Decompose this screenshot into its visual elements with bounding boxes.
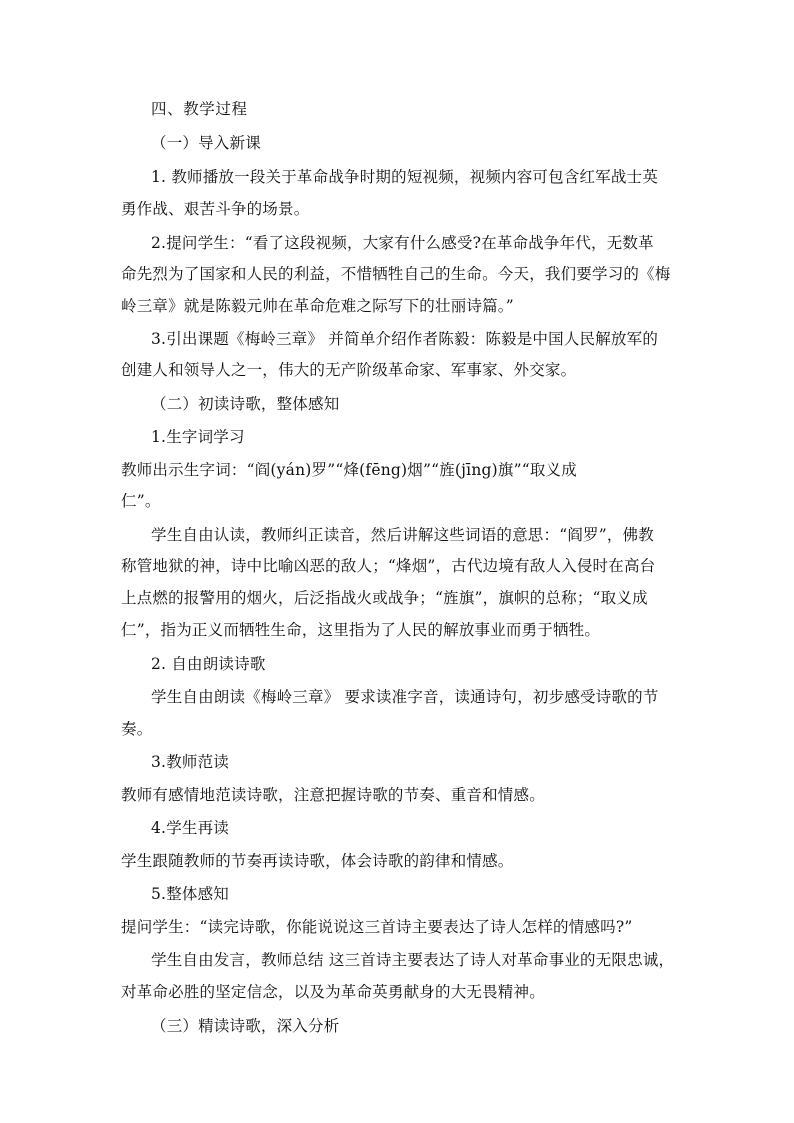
part2-s2-title: 2. 自由朗读诗歌 <box>151 655 266 673</box>
part1-p1-line2: 勇作战、艰苦斗争的场景。 <box>121 200 310 218</box>
part2-s1-p2-line1: 学生自由认读，教师纠正读音，然后讲解这些词语的意思：“阎罗”，佛教 <box>151 526 654 544</box>
part2-s1-p1-line1: 教师出示生字词：“阎(yán)罗”“烽(fēng)烟”“旌(jīng)旗”“取义成 <box>121 461 577 479</box>
part2-s5-p2-line1: 学生自由发言，教师总结 这三首诗主要表达了诗人对革命事业的无限忠诚， <box>151 951 675 969</box>
part2-s2-p-line2: 奏。 <box>121 720 153 738</box>
part1-p2-line1: 2.提问学生：“看了这段视频，大家有什么感受?在革命战争年代，无数革 <box>151 234 654 252</box>
section-title: 四、教学过程 <box>151 100 248 118</box>
part2-s1-title: 1.生字词学习 <box>151 428 245 446</box>
part1-p2-line2: 命先烈为了国家和人民的利益，不惜牺牲自己的生命。今天，我们要学习的《梅 <box>121 265 671 283</box>
part2-s5-p1: 提问学生：“读完诗歌，你能说说这三首诗主要表达了诗人怎样的情感吗?” <box>121 918 633 936</box>
part2-s5-p2-line2: 对革命必胜的坚定信念，以及为革命英勇献身的大无畏精神。 <box>121 983 545 1001</box>
part2-s1-p2-line2: 称管地狱的神，诗中比喻凶恶的敌人；“烽烟”，古代边境有敌人入侵时在高台 <box>121 557 656 575</box>
part2-s1-p1-line2: 仁”。 <box>121 492 161 510</box>
part2-s1-p2-line4: 仁”，指为正义而牺牲生命，这里指为了人民的解放事业而勇于牺牲。 <box>121 621 601 639</box>
part1-p3-line1: 3.引出课题《梅岭三章》 并简单介绍作者陈毅：陈毅是中国人民解放军的 <box>151 330 659 348</box>
part2-s3-title: 3.教师范读 <box>151 753 229 771</box>
part1-p1-line1: 1. 教师播放一段关于革命战争时期的短视频，视频内容可包含红军战士英 <box>151 168 659 186</box>
part2-s2-p-line1: 学生自由朗读《梅岭三章》 要求读准字音，读通诗句，初步感受诗歌的节 <box>151 688 659 706</box>
part1-p2-line3: 岭三章》就是陈毅元帅在革命危难之际写下的壮丽诗篇。” <box>121 297 514 315</box>
part2-title: （二）初读诗歌，整体感知 <box>151 395 340 413</box>
part2-s4-p: 学生跟随教师的节奏再读诗歌，体会诗歌的韵律和情感。 <box>121 852 514 870</box>
part2-s1-p2-line3: 上点燃的报警用的烟火，后泛指战火或战争；“旌旗”，旗帜的总称；“取义成 <box>121 589 648 607</box>
part2-s4-title: 4.学生再读 <box>151 819 229 837</box>
part1-p3-line2: 创建人和领导人之一，伟大的无产阶级革命家、军事家、外交家。 <box>121 361 577 379</box>
part2-s5-title: 5.整体感知 <box>151 885 229 903</box>
part2-s3-p: 教师有感情地范读诗歌，注意把握诗歌的节奏、重音和情感。 <box>121 786 545 804</box>
part1-title: （一）导入新课 <box>151 134 261 152</box>
part3-title: （三）精读诗歌，深入分析 <box>151 1017 340 1035</box>
